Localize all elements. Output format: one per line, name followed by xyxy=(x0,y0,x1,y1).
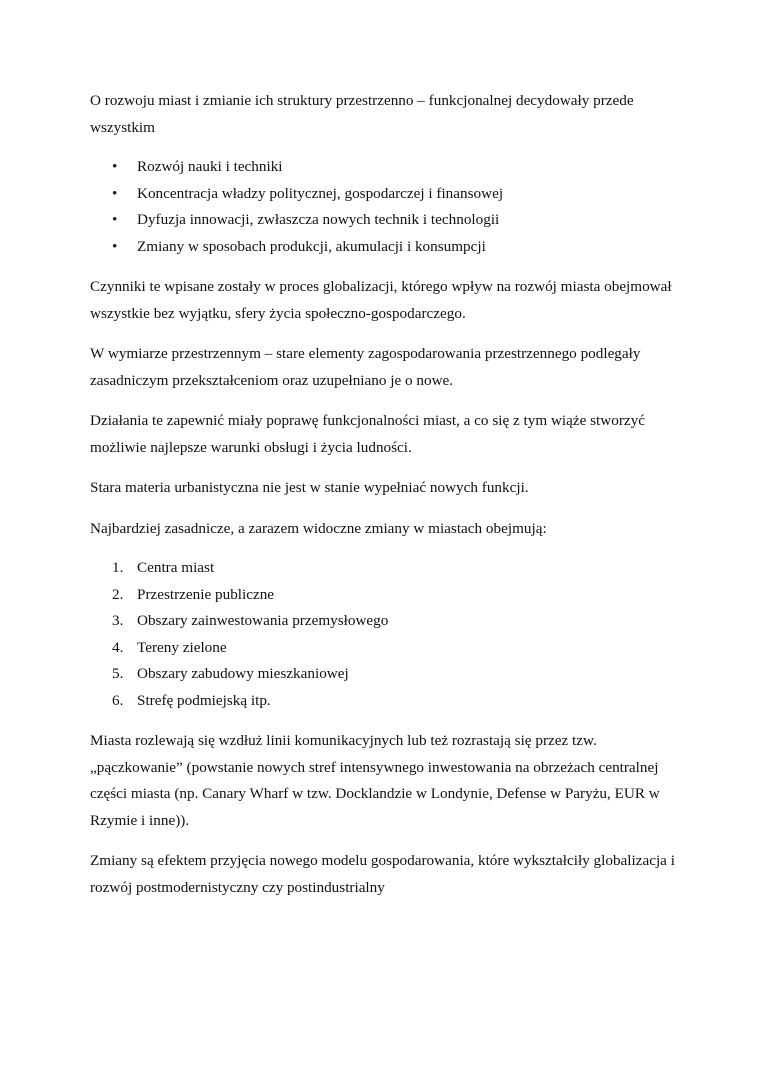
intro-paragraph: O rozwoju miast i zmianie ich struktury przestrzenno – funkcjonalnej decydowały przede wszystkim xyxy=(90,92,634,136)
numbered-list xyxy=(90,555,690,714)
list-item: • Rozwój nauki i techniki xyxy=(90,154,690,181)
list-number: 3. xyxy=(112,612,124,629)
list-item: 6. Strefę podmiejską itp. xyxy=(90,688,690,715)
list-item: • Dyfuzja innowacji, zwłaszcza nowych technik i technologii xyxy=(90,207,690,234)
list-number: 4. xyxy=(112,638,124,656)
body-paragraph: Miasta rozlewają się wzdłuż linii komunikacyjnych lub też rozrastają się przez tzw. „pączkowanie” (powstanie nowych stref intensywnego inwestowania na obrzeżach centralnej części miasta (np. Canary Wharf w tzw. Docklandzie w Londynie, Defense w Paryżu, EUR w Rzymie i inne)). xyxy=(90,732,660,829)
list-item: 2. Przestrzenie publiczne xyxy=(90,582,690,609)
body-paragraph: Działania te zapewnić miały poprawę funkcjonalności miast, a co się z tym wiąże stworzyć możliwie najlepsze warunki obsługi i życia ludności. xyxy=(90,412,645,456)
list-number: 1. xyxy=(112,559,124,576)
list-item: 4. Tereny zielone xyxy=(90,635,690,662)
body-paragraph: Stara materia urbanistyczna nie jest w stanie wypełniać nowych funkcji. xyxy=(90,479,529,496)
document-page xyxy=(90,88,690,915)
body-paragraph: Najbardziej zasadnicze, a zarazem widoczne zmiany w miastach obejmują: xyxy=(90,519,547,537)
bullet-icon: • xyxy=(112,184,118,202)
list-item: • Koncentracja władzy politycznej, gospodarczej i finansowej xyxy=(90,181,690,208)
list-item: 3. Obszary zainwestowania przemysłowego xyxy=(90,608,690,635)
bullet-icon: • xyxy=(112,211,118,228)
bullet-icon: • xyxy=(112,158,118,175)
list-item: 5. Obszary zabudowy mieszkaniowej xyxy=(90,661,690,688)
list-number: 5. xyxy=(112,665,124,682)
list-item: 1. Centra miast xyxy=(90,555,690,582)
list-number: 6. xyxy=(112,691,124,709)
body-paragraph: Zmiany są efektem przyjęcia nowego modelu gospodarowania, które wykształciły globalizacja i rozwój postmodernistyczny czy postindustrialny xyxy=(90,852,675,896)
body-paragraph: W wymiarze przestrzennym – stare elementy zagospodarowania przestrzennego podlegały zasadniczym przekształceniom oraz uzupełniano je o nowe. xyxy=(90,345,641,389)
bullet-icon: • xyxy=(112,237,118,255)
list-number: 2. xyxy=(112,585,124,603)
body-paragraph: Czynniki te wpisane zostały w proces globalizacji, którego wpływ na rozwój miasta obejmował wszystkie bez wyjątku, sfery życia społeczno-gospodarczego. xyxy=(90,278,672,322)
bullet-list xyxy=(90,154,690,260)
list-item: • Zmiany w sposobach produkcji, akumulacji i konsumpcji xyxy=(90,234,690,261)
